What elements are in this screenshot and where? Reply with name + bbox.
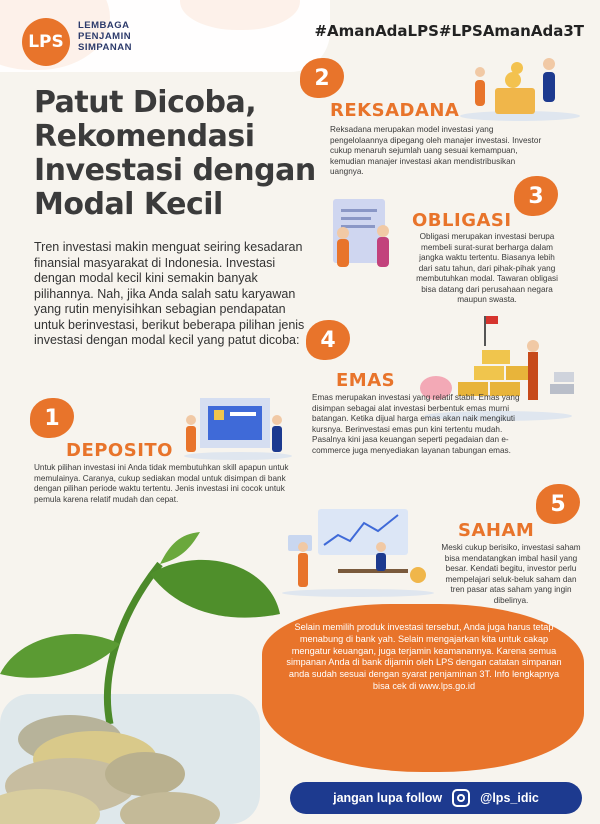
reksadana-illustration	[455, 50, 585, 122]
lps-logo-text	[78, 20, 132, 53]
lps-logo-badge: LPS	[22, 18, 70, 66]
title-line-1: Patut Dicoba,	[34, 85, 257, 120]
closing-message: Selain memilih produk investasi tersebut, Anda juga harus tetap menabung di bank yah. Selain mengajarkan kita untuk cakap mengatur keuangan, juga terjamin keamanannya. Karena semua simpanan Anda di bank dijamin oleh LPS dengan catatan simpanan anda sudah sesuai dengan syarat penjaminan 3T. Info lengkapnya bisa cek di www.lps.go.id	[286, 622, 562, 691]
item-5-number: 5	[536, 484, 580, 524]
hashtags: #AmanAdaLPS#LPSAmanAda3T	[314, 22, 584, 40]
instagram-handle[interactable]: @lps_idic	[480, 791, 539, 805]
obligasi-illustration	[325, 195, 407, 277]
title-line-4: Modal Kecil	[34, 187, 223, 222]
item-4-heading: EMAS	[336, 370, 396, 391]
follow-label: jangan lupa follow	[333, 791, 443, 805]
item-2-text: Reksadana merupakan model investasi yang pengelolaannya dipegang oleh manajer investasi. Investor cukup menaruh sejumlah uang sesuai kemampuan, kemudian manajer investasi akan mendistribusikan uangnya.	[330, 125, 542, 176]
plant-coins-illustration	[0, 524, 280, 824]
follow-banner[interactable]	[290, 782, 582, 814]
item-1-number: 1	[30, 398, 74, 438]
deposito-illustration	[180, 388, 295, 460]
item-1-heading: DEPOSITO	[66, 440, 173, 461]
item-3-number: 3	[514, 176, 558, 216]
page-title	[34, 86, 324, 222]
item-2-heading: REKSADANA	[330, 100, 460, 121]
saham-illustration	[278, 505, 438, 597]
item-4-text: Emas merupakan investasi yang relatif stabil. Emas yang disimpan sebagai alat investasi berbentuk emas murni batangan. Ketika dijual harga emas akan naik mengikuti kursnya. Berinvestasi emas pun kini tertentu mudah. Pasalnya kini jasa keuangan seperti pegadaian dan e-commerce juga menyediakan layanan tabungan emas.	[312, 393, 520, 455]
item-5-text: Meski cukup berisiko, investasi saham bisa mendatangkan imbal hasil yang besar. Kendati begitu, investor perlu mempelajari seluk-beluk saham dan tren pasar atas saham yang ingin dibelinya.	[441, 543, 581, 605]
logo-line-3: SIMPANAN	[78, 42, 132, 53]
title-line-3: Investasi dengan	[34, 153, 316, 188]
intro-paragraph: Tren investasi makin menguat seiring kesadaran finansial masyarakat di Indonesia. Investasi dengan modal kecil kini semakin banyak pilihannya. Nah, jika Anda salah satu karyawan yang rutin menyisihkan sebagian pendapatan untuk berinvestasi, berikut beberapa pilihan jenis investasi dengan modal kecil yang patut dicoba:	[34, 240, 305, 347]
item-3-heading: OBLIGASI	[412, 210, 512, 231]
item-2-number: 2	[300, 58, 344, 98]
title-line-2: Rekomendasi	[34, 119, 255, 154]
logo-line-1: LEMBAGA	[78, 20, 130, 31]
logo-line-2: PENJAMIN	[78, 31, 132, 42]
instagram-icon	[452, 789, 470, 807]
item-4-number: 4	[306, 320, 350, 360]
item-1-text: Untuk pilihan investasi ini Anda tidak membutuhkan skill apapun untuk memulainya. Caranya, cukup sediakan modal untuk disimpan di bank dengan pilihan periode waktu tertentu. Jenis investasi ini cocok untuk pemula karena relatif mudah dan cepat.	[34, 463, 289, 504]
item-5-heading: SAHAM	[458, 520, 535, 541]
item-3-text: Obligasi merupakan investasi berupa membeli surat-surat berharga dalam jangka waktu tertentu. Biasanya lebih dari satu tahun, dari pihak-pihak yang membutuhkan modal. Tawaran obligasi bisa datang dari perusahaan negara maupun swasta.	[416, 232, 558, 304]
